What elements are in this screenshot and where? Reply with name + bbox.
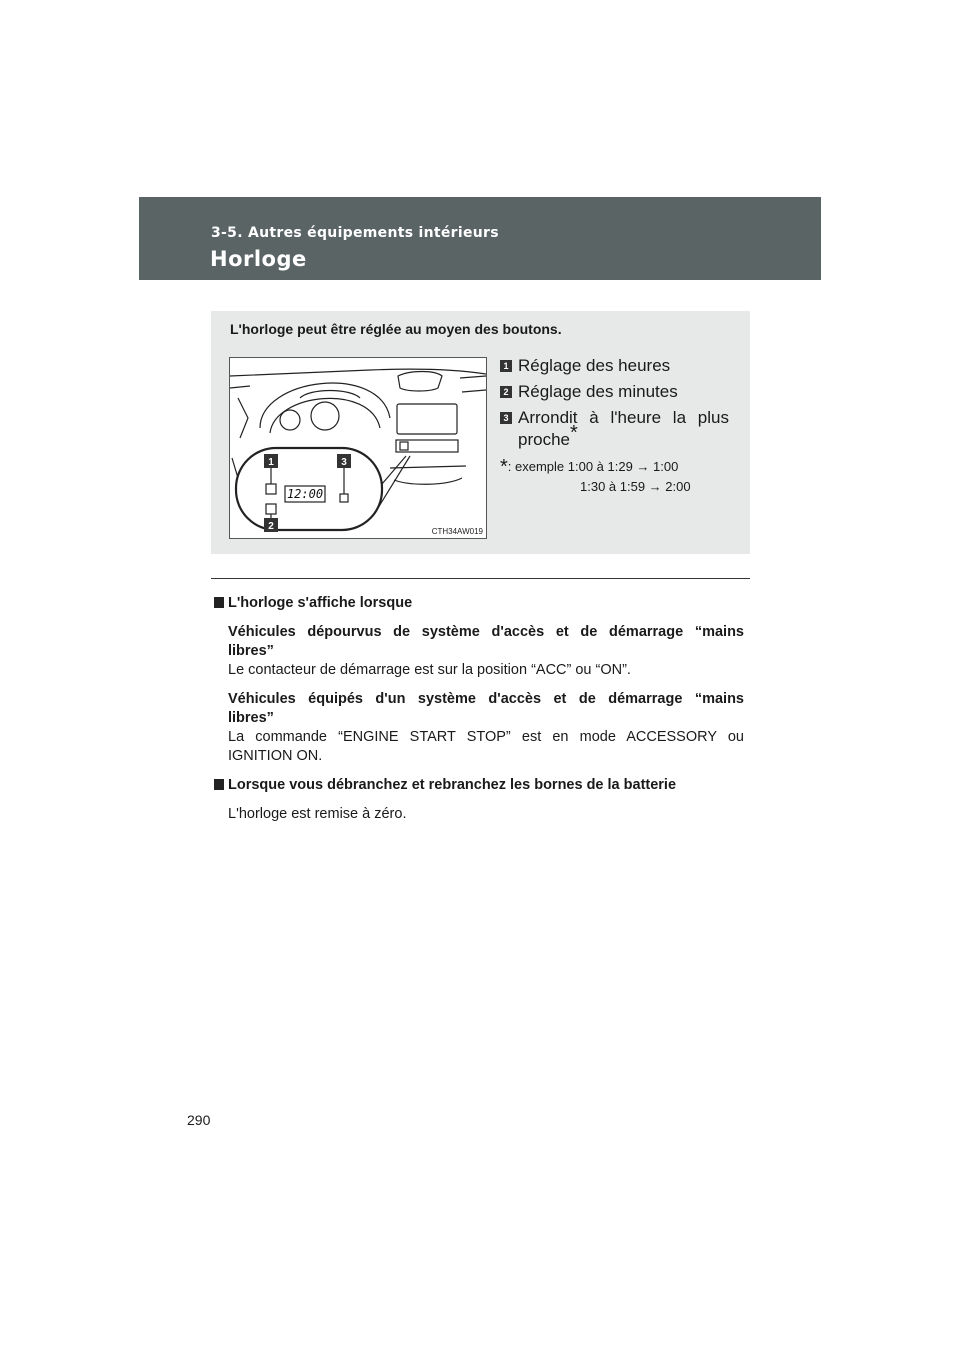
dashboard-drawing [230,358,486,538]
intro-text: L'horloge peut être réglée au moyen des boutons. [230,321,562,337]
illustration-code: CTH34AW019 [431,527,483,536]
legend-text: Réglage des heures [518,356,671,375]
note-condition: Véhicules dépourvus de système d'accès et de démarrage “mains libres” [228,624,744,659]
svg-text:1: 1 [268,457,274,468]
page-number: 290 [187,1112,211,1128]
legend-text: Réglage des minutes [518,382,678,401]
note-heading: Lorsque vous débranchez et rebranchez les bornes de la batterie [214,776,744,795]
svg-text:3: 3 [341,457,347,468]
footnote-star: * [500,456,508,478]
note-body [214,690,744,766]
footnote [500,457,729,497]
square-bullet-icon [214,597,224,608]
note-body [214,805,744,824]
legend-text: Arrondit à l'heure la plus proche [518,408,729,449]
info-box [211,311,750,554]
note-body [214,623,744,680]
chapter-header [139,197,821,280]
legend-list [500,355,729,497]
divider [211,578,750,579]
legend-item [500,381,729,403]
legend-item [500,355,729,377]
footnote-line-1: : exemple 1:00 à 1:29 → 1:00 [507,459,679,474]
note-text: L'horloge est remise à zéro. [228,806,407,822]
clock-display: 12:00 [286,487,324,501]
number-badge: 2 [500,386,512,398]
note-condition: Véhicules équipés d'un système d'accès et de démarrage “mains libres” [228,691,744,726]
svg-text:2: 2 [268,521,274,532]
number-badge: 3 [500,412,512,424]
number-badge: 1 [500,360,512,372]
legend-item [500,407,729,451]
section-label: 3-5. Autres équipements intérieurs [211,225,499,241]
note-text: La commande “ENGINE START STOP” est en mode ACCESSORY ou IGNITION ON. [228,729,744,764]
notes-section [214,594,744,834]
note-text: Le contacteur de démarrage est sur la position “ACC” ou “ON”. [228,662,631,678]
clock-illustration [229,357,487,539]
asterisk-mark: * [569,422,578,444]
square-bullet-icon [214,779,224,790]
footnote-line-2: 1:30 à 1:59 → 2:00 [580,479,691,494]
page-title: Horloge [210,247,307,271]
note-heading: L'horloge s'affiche lorsque [214,594,744,613]
